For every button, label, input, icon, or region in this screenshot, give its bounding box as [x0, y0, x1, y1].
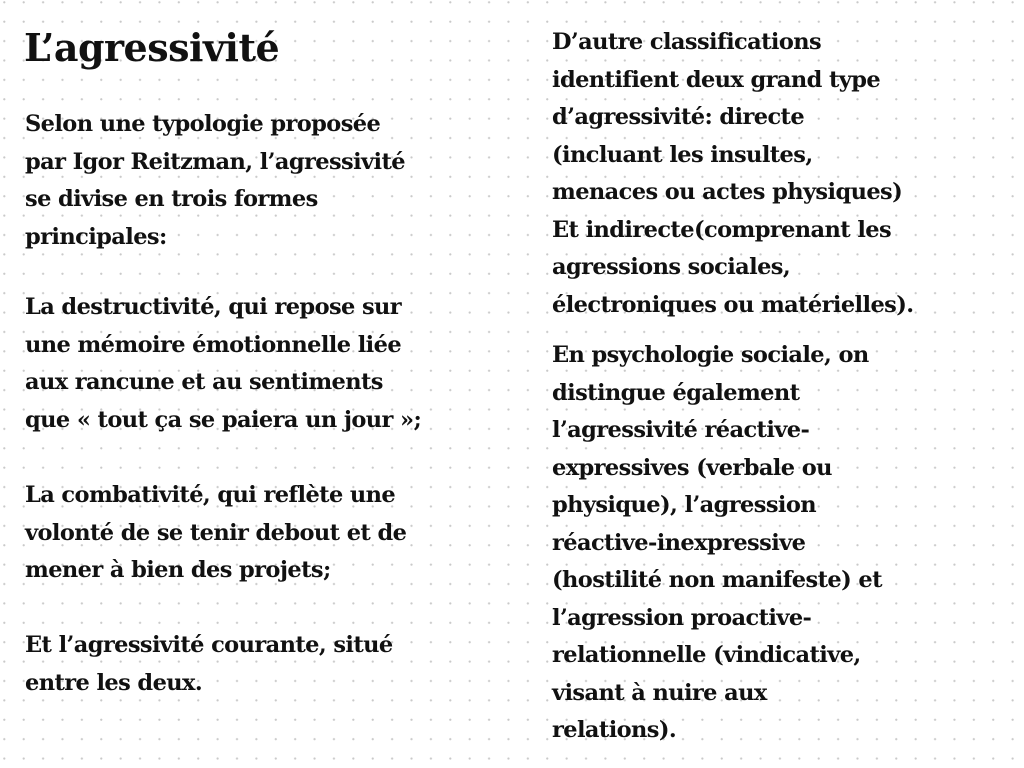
- text-line: d’agressivité: directe: [552, 104, 805, 130]
- text-line: l’agression proactive-: [552, 604, 812, 631]
- text-line: En psychologie sociale, on: [552, 342, 869, 368]
- text-line: distingue également: [552, 379, 800, 406]
- text-line: entre les deux.: [25, 669, 203, 696]
- text-line: principales:: [25, 223, 167, 250]
- text-line: se divise en trois formes: [25, 186, 318, 212]
- text-line: identifient deux grand type: [552, 66, 881, 93]
- text-line: Et indirecte(comprenant les: [552, 216, 892, 243]
- text-line: Selon une typologie proposée: [25, 111, 381, 137]
- text-line: aux rancune et au sentiments: [25, 369, 383, 395]
- text-line: l’agressivité réactive-: [552, 417, 810, 443]
- text-line: (hostilité non manifeste) et: [552, 567, 882, 593]
- text-line: une mémoire émotionnelle liée: [25, 331, 402, 358]
- text-line: La combativité, qui reflète une: [25, 482, 396, 508]
- text-line: relations).: [552, 717, 677, 743]
- paragraph-agressivite-courante: [25, 627, 393, 702]
- text-line: visant à nuire aux: [552, 679, 767, 706]
- text-line: D’autre classifications: [552, 29, 822, 55]
- text-line: (incluant les insultes,: [552, 141, 813, 168]
- text-line: réactive-inexpressive: [552, 529, 806, 556]
- text-line: menaces ou actes physiques): [552, 179, 903, 205]
- text-line: expressives (verbale ou: [552, 454, 832, 481]
- paragraph-combativite: [25, 477, 406, 590]
- text-line: volonté de se tenir debout et de: [25, 519, 407, 546]
- paragraph-psychologie-sociale: [552, 337, 882, 750]
- slide-title: L’agressivité: [24, 25, 280, 70]
- text-line: que « tout ça se paiera un jour »;: [25, 406, 422, 433]
- text-line: électroniques ou matérielles).: [552, 291, 914, 318]
- text-line: par Igor Reitzman, l’agressivité: [25, 148, 405, 175]
- paragraph-destructivite: [25, 289, 421, 439]
- text-line: relationnelle (vindicative,: [552, 642, 861, 668]
- text-line: Et l’agressivité courante, situé: [25, 632, 393, 658]
- text-line: physique), l’agression: [552, 492, 817, 518]
- text-line: agressions sociales,: [552, 254, 791, 280]
- text-line: mener à bien des projets;: [25, 557, 331, 583]
- paragraph-typologie: [25, 106, 405, 256]
- paragraph-classifications: [552, 24, 914, 324]
- text-line: La destructivité, qui repose sur: [25, 294, 402, 320]
